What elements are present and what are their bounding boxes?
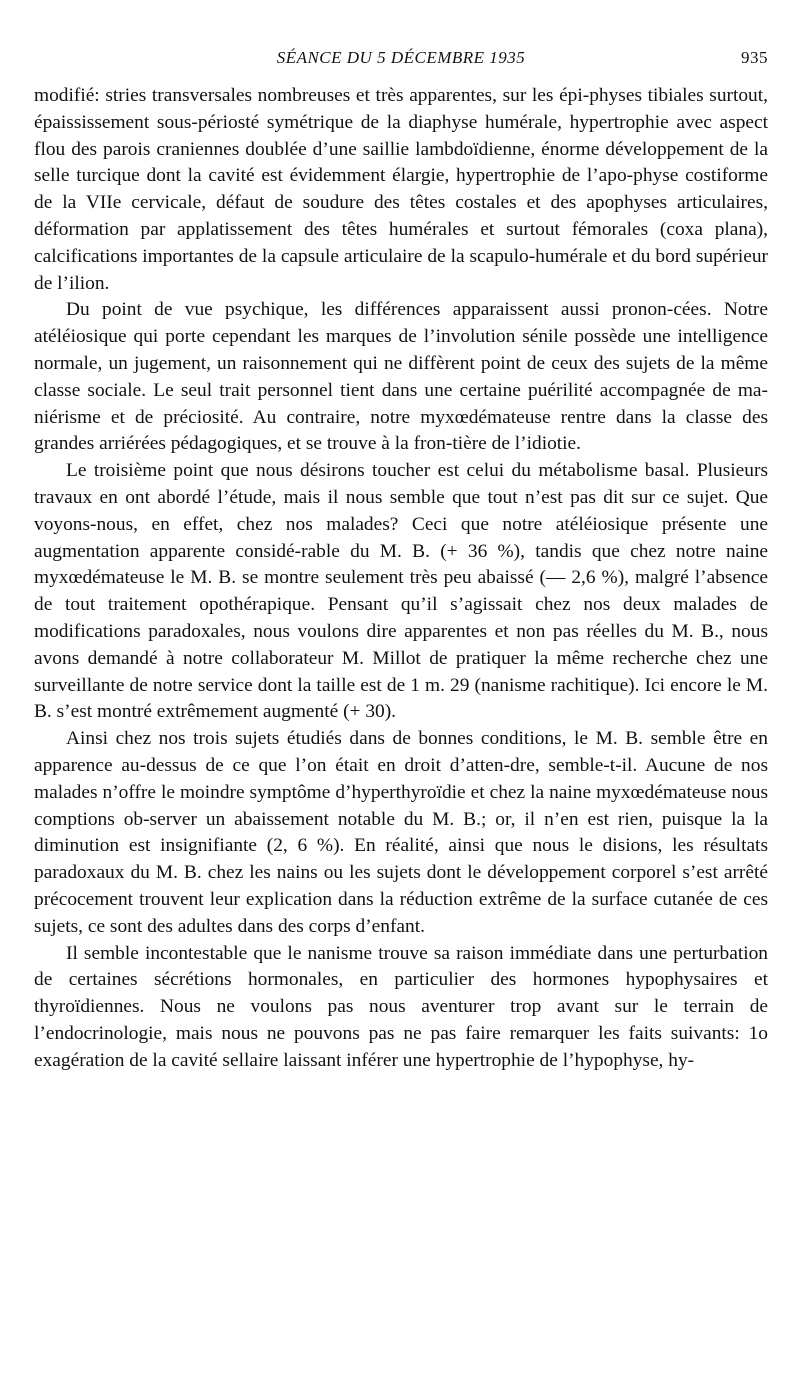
paragraph-continuation: modifié: stries transversales nombreuses et très apparentes, sur les épi-physes tibiales surtout, épaississement sous-périosté symétrique de la diaphyse humérale, hypertrophie avec aspect flou des parois craniennes doublée d’une saillie lambdoïdienne, énorme développement de la selle turcique dont la cavité est évidemment élargie, hypertrophie de l’apo-physe costiforme de la VIIe cervicale, défaut de soudure des têtes costales et des apophyses articulaires, déformation par applatissement des têtes humérales et surtout fémorales (coxa plana), calcifications importantes de la capsule articulaire de la scapulo-humérale et du bord supérieur de l’ilion. xyxy=(34,85,768,294)
running-head: SÉANCE DU 5 DÉCEMBRE 1935 xyxy=(276,48,526,67)
page-number: 935 xyxy=(741,48,768,67)
paragraph-nanisme: Il semble incontestable que le nanisme trouve sa raison immédiate dans une perturbation de certaines sécrétions hormonales, en particulier des hormones hypophysaires et thyroïdiennes. Nous ne voulons pas nous aventurer trop avant sur le terrain de l’endocrinologie, mais nous ne pouvons pas ne pas faire remarquer les faits suivants: 1o exagération de la cavité sellaire laissant inférer une hypertrophie de l’hypophyse, hy- xyxy=(34,942,768,1071)
body-text xyxy=(34,83,768,1074)
paragraph-trois-sujets: Ainsi chez nos trois sujets étudiés dans de bonnes conditions, le M. B. semble être en apparence au-dessus de ce que l’on était en droit d’atten-dre, semble-t-il. Aucune de nos malades n’offre le moindre symptôme d’hyperthyroïdie et chez la naine myxœdémateuse nous comptions ob-server un abaissement notable du M. B.; or, il n’en est rien, puisque la la diminution est insignifiante (2, 6 %). En réalité, ainsi que nous le disions, les résultats paradoxaux du M. B. chez les nains ou les sujets dont le développement corporel s’est arrêté précocement trouvent leur explication dans la réduction extrême de la surface cutanée de ces sujets, ce sont des adultes dans des corps d’enfant. xyxy=(34,728,768,937)
paragraph-metabolisme: Le troisième point que nous désirons toucher est celui du métabolisme basal. Plusieurs travaux en ont abordé l’étude, mais il nous semble que tout n’est pas dit sur ce sujet. Que voyons-nous, en effet, chez nos malades? Ceci que notre atéléiosique présente une augmentation apparente considé-rable du M. B. (+ 36 %), tandis que chez notre naine myxœdémateuse le M. B. se montre seulement très peu abaissé (— 2,6 %), malgré l’absence de tout traitement opothérapique. Pensant qu’il s’agissait chez nos deux malades de modifications paradoxales, nous voulons dire apparentes et non pas réelles du M. B., nous avons demandé à notre collaborateur M. Millot de pratiquer la même recherche chez une surveillante de notre service dont la taille est de 1 m. 29 (nanisme rachitique). Ici encore le M. B. s’est montré extrêmement augmenté (+ 30). xyxy=(34,460,768,723)
paragraph-psychique: Du point de vue psychique, les différences apparaissent aussi pronon-cées. Notre atéléiosique qui porte cependant les marques de l’involution sénile possède une intelligence normale, un jugement, un raisonnement qui ne diffèrent point de ceux des sujets de la même classe sociale. Le seul trait personnel tient dans une certaine puérilité accompagnée de ma-niérisme et de préciosité. Au contraire, notre myxœdémateuse rentre dans la classe des grandes arriérées pédagogiques, et se trouve à la fron-tière de l’idiotie. xyxy=(34,299,768,455)
page-header xyxy=(34,48,768,72)
